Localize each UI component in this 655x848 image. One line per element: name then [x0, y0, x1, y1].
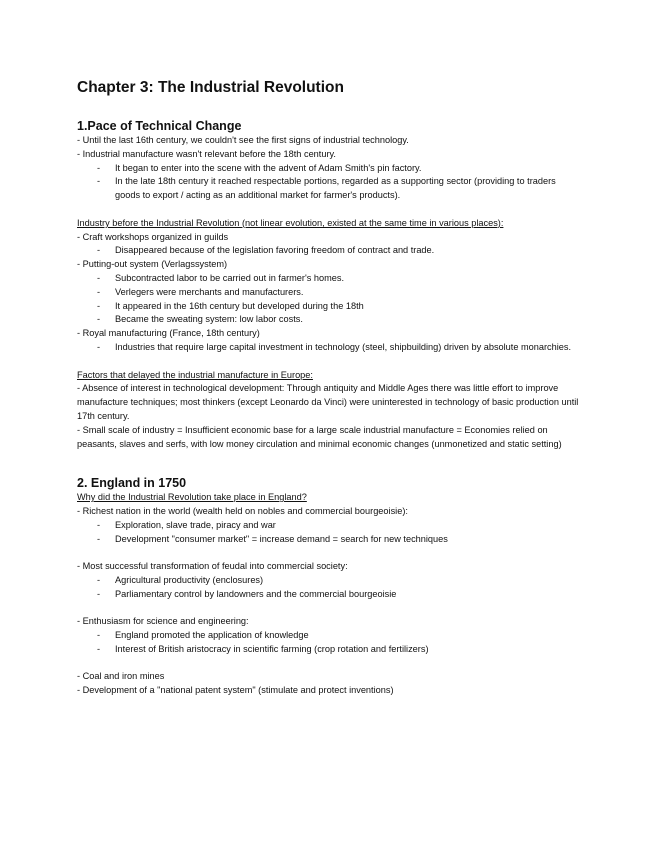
sub-bullet: [77, 643, 582, 657]
sub-bullet-text: Subcontracted labor to be carried out in farmer's homes.: [115, 272, 345, 283]
bullet-dash: -: [97, 643, 101, 654]
bullet-dash: -: [97, 245, 101, 256]
sub-bullet: [77, 300, 582, 314]
sub-bullet: [77, 519, 582, 533]
sub-bullet: [77, 313, 582, 327]
paragraph-line: - Until the last 16th century, we couldn't see the first signs of industrial technology.: [77, 135, 409, 145]
sub-bullet: [77, 162, 582, 176]
sub-bullet: [77, 341, 582, 355]
sub-bullet-text: Verlegers were merchants and manufacturers.: [115, 286, 304, 297]
sub-bullet: [77, 574, 582, 588]
bullet-line: - Richest nation in the world (wealth held on nobles and commercial bourgeoisie):: [77, 505, 408, 516]
sub-bullet-text: England promoted the application of knowledge: [115, 630, 309, 641]
bullet-dash: -: [97, 341, 101, 352]
sub-bullet-text: In the late 18th century it reached respectable portions, regarded as a supporting sector (providing to traders goods to export / acting as an additional market for farmer's products).: [115, 176, 556, 201]
section-1-heading: 1.Pace of Technical Change: [77, 119, 242, 133]
bullet-dash: -: [97, 588, 101, 599]
bullet-dash: -: [97, 272, 101, 283]
sub-bullet: [77, 533, 582, 547]
bullet-line: - Most successful transformation of feudal into commercial society:: [77, 561, 348, 572]
paragraph: - Small scale of industry = Insufficient economic base for a large scale industrial manufacture = Economies relied on peasants, slaves and serfs, with low money circulation and minimal economic changes (unmonetized and static setting): [77, 424, 562, 449]
bullet-line: - Development of a "national patent system" (stimulate and protect inventions): [77, 685, 394, 696]
sub-bullet-text: Industries that require large capital investment in technology (steel, shipbuilding) driven by absolute monarchies.: [115, 341, 572, 352]
sub-bullet: [77, 286, 582, 300]
bullet-dash: -: [97, 300, 101, 311]
sub-bullet: [77, 175, 582, 203]
bullet-line: - Royal manufacturing (France, 18th century): [77, 328, 260, 339]
bullet-line: - Coal and iron mines: [77, 671, 165, 682]
sub-bullet-text: Exploration, slave trade, piracy and war: [115, 519, 276, 530]
bullet-dash: -: [97, 574, 101, 585]
bullet-dash: -: [97, 519, 101, 530]
sub-bullet: [77, 272, 582, 286]
bullet-line: - Enthusiasm for science and engineering:: [77, 616, 249, 627]
bullet-line: - Putting-out system (Verlagssystem): [77, 259, 228, 270]
sub-bullet-text: Became the sweating system: low labor costs.: [115, 314, 303, 325]
sub-bullet: [77, 588, 582, 602]
sub-bullet-text: It appeared in the 16th century but developed during the 18th: [115, 300, 364, 311]
sub-bullet-text: It began to enter into the scene with the advent of Adam Smith's pin factory.: [115, 162, 422, 173]
bullet-line: - Craft workshops organized in guilds: [77, 231, 229, 242]
sub-bullet: [77, 629, 582, 643]
bullet-dash: -: [97, 314, 101, 325]
bullet-dash: -: [97, 176, 101, 187]
bullet-dash: -: [97, 162, 101, 173]
sub-bullet-text: Agricultural productivity (enclosures): [115, 574, 264, 585]
sub-bullet-text: Development "consumer market" = increase demand = search for new techniques: [115, 533, 448, 544]
sub-bullet-text: Disappeared because of the legislation favoring freedom of contract and trade.: [115, 245, 435, 256]
document-body: [77, 78, 582, 698]
subsection-heading: Why did the Industrial Revolution take place in England?: [77, 492, 307, 503]
paragraph: - Absence of interest in technological development: Through antiquity and Middle Ages there was little effort to improve manufacture techniques; most thinkers (except Leonardo da Vinci) were uninterested in technology of basic production until 17th century.: [77, 383, 579, 421]
paragraph-line: - Industrial manufacture wasn't relevant before the 18th century.: [77, 148, 336, 159]
bullet-dash: -: [97, 286, 101, 297]
subsection-heading: Industry before the Industrial Revolution (not linear evolution, existed at the same time in various places):: [77, 217, 504, 228]
bullet-dash: -: [97, 630, 101, 641]
sub-bullet-text: Parliamentary control by landowners and the commercial bourgeoisie: [115, 588, 397, 599]
section-2-heading: 2. England in 1750: [77, 476, 187, 491]
bullet-dash: -: [97, 533, 101, 544]
subsection-heading: Factors that delayed the industrial manufacture in Europe:: [77, 369, 313, 380]
sub-bullet: [77, 244, 582, 258]
sub-bullet-text: Interest of British aristocracy in scientific farming (crop rotation and fertilizers): [115, 643, 429, 654]
chapter-title: Chapter 3: The Industrial Revolution: [77, 79, 344, 96]
